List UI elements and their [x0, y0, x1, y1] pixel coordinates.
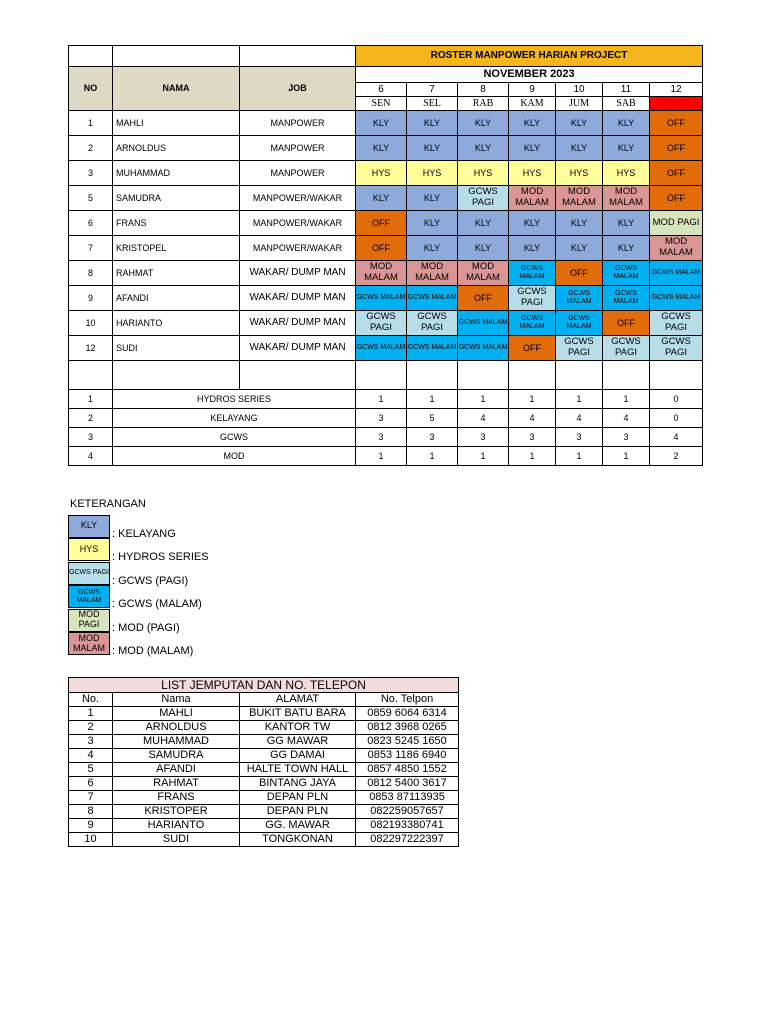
shift-cell: OFF [356, 236, 407, 261]
legend-item [68, 561, 209, 585]
contact-header-telpon: No. Telpon [356, 693, 459, 707]
contact-phone: 082193380741 [356, 819, 459, 833]
shift-cell: OFF [356, 211, 407, 236]
shift-cell: HYS [356, 161, 407, 186]
shift-cell: MOD MALAM [556, 186, 603, 211]
contact-address: DEPAN PLN [240, 791, 356, 805]
table-row [69, 763, 459, 777]
shift-cell: MOD MALAM [356, 261, 407, 286]
shift-cell: KLY [603, 236, 650, 261]
shift-cell: GCWS PAGI [556, 336, 603, 361]
shift-cell: OFF [650, 111, 703, 136]
legend-item [68, 585, 209, 609]
table-row [69, 311, 703, 336]
summary-value: 3 [509, 428, 556, 447]
table-row [69, 819, 459, 833]
summary-value: 1 [509, 447, 556, 466]
table-row [69, 735, 459, 749]
shift-cell: KLY [407, 236, 458, 261]
contact-name: SAMUDRA [113, 749, 240, 763]
contact-name: MAHLI [113, 707, 240, 721]
shift-cell: GCWS MALAM [356, 336, 407, 361]
contact-phone: 0859 6064 6314 [356, 707, 459, 721]
date-header: 9 [509, 83, 556, 97]
contact-no: 4 [69, 749, 113, 763]
shift-cell: KLY [509, 236, 556, 261]
shift-cell: MOD MALAM [458, 261, 509, 286]
employee-job: MANPOWER [240, 161, 356, 186]
shift-cell: KLY [356, 186, 407, 211]
employee-no: 7 [69, 236, 113, 261]
shift-cell: OFF [458, 286, 509, 311]
shift-cell: MOD MALAM [509, 186, 556, 211]
legend-item [68, 514, 209, 538]
table-row [69, 286, 703, 311]
shift-cell: GCWS MALAM [603, 261, 650, 286]
table-row [69, 833, 459, 847]
shift-cell: MOD MALAM [407, 261, 458, 286]
employee-job: MANPOWER/WAKAR [240, 236, 356, 261]
legend-title: KETERANGAN [70, 498, 146, 510]
shift-cell: KLY [556, 236, 603, 261]
legend-item [68, 608, 209, 632]
summary-value: 2 [650, 447, 703, 466]
contact-address: DEPAN PLN [240, 805, 356, 819]
employee-name: AFANDI [113, 286, 240, 311]
table-row [69, 805, 459, 819]
contact-no: 8 [69, 805, 113, 819]
date-header: 8 [458, 83, 509, 97]
shift-cell: KLY [603, 111, 650, 136]
summary-value: 4 [556, 409, 603, 428]
empty-cell [407, 361, 458, 390]
contact-name: RAHMAT [113, 777, 240, 791]
day-header: SEL [407, 97, 458, 111]
day-header: SAB [603, 97, 650, 111]
contact-address: GG. MAWAR [240, 819, 356, 833]
summary-value: 4 [650, 428, 703, 447]
employee-no: 10 [69, 311, 113, 336]
contact-header-alamat: ALAMAT [240, 693, 356, 707]
shift-cell: GCWS MALAM [407, 336, 458, 361]
empty-cell [356, 361, 407, 390]
day-header: RAB [458, 97, 509, 111]
legend-item [68, 538, 209, 562]
table-row [69, 336, 703, 361]
contact-phone: 0857 4850 1552 [356, 763, 459, 777]
summary-label: MOD [113, 447, 356, 466]
roster-title: ROSTER MANPOWER HARIAN PROJECT [356, 46, 703, 67]
shift-cell: KLY [556, 211, 603, 236]
summary-value: 1 [603, 447, 650, 466]
contact-address: GG MAWAR [240, 735, 356, 749]
shift-cell: KLY [458, 211, 509, 236]
shift-cell: HYS [407, 161, 458, 186]
shift-cell: GCWS PAGI [509, 286, 556, 311]
summary-row [69, 447, 703, 466]
shift-cell: KLY [407, 186, 458, 211]
employee-job: WAKAR/ DUMP MAN [240, 311, 356, 336]
shift-cell: GCWS MALAM [458, 336, 509, 361]
employee-name: MAHLI [113, 111, 240, 136]
shift-cell: OFF [509, 336, 556, 361]
contact-address: GG DAMAI [240, 749, 356, 763]
contact-header-nama: Nama [113, 693, 240, 707]
employee-name: HARIANTO [113, 311, 240, 336]
contact-name: KRISTOPER [113, 805, 240, 819]
shift-cell: GCWS PAGI [650, 336, 703, 361]
employee-name: MUHAMMAD [113, 161, 240, 186]
shift-cell: MOD MALAM [603, 186, 650, 211]
day-header: MGG [650, 97, 703, 111]
legend-swatch: GCWS MALAM [68, 585, 110, 608]
employee-name: SAMUDRA [113, 186, 240, 211]
employee-name: KRISTOPEL [113, 236, 240, 261]
shift-cell: GCWS MALAM [603, 286, 650, 311]
contact-name: FRANS [113, 791, 240, 805]
contact-table [68, 677, 459, 847]
legend-swatch: GCWS PAGI [68, 562, 110, 585]
contact-no: 9 [69, 819, 113, 833]
summary-value: 1 [407, 390, 458, 409]
shift-cell: KLY [356, 136, 407, 161]
shift-cell: KLY [407, 211, 458, 236]
contact-name: SUDI [113, 833, 240, 847]
legend-label: : GCWS (PAGI) [112, 574, 189, 587]
date-header: 7 [407, 83, 458, 97]
contact-no: 10 [69, 833, 113, 847]
date-header: 6 [356, 83, 407, 97]
shift-cell: HYS [556, 161, 603, 186]
shift-cell: KLY [556, 136, 603, 161]
summary-value: 0 [650, 409, 703, 428]
summary-no: 3 [69, 428, 113, 447]
contact-phone: 082259057657 [356, 805, 459, 819]
legend-swatch: MOD MALAM [68, 632, 110, 655]
shift-cell: OFF [650, 136, 703, 161]
shift-cell: KLY [556, 111, 603, 136]
day-header: SEN [356, 97, 407, 111]
header-nama: NAMA [113, 67, 240, 111]
contact-phone: 0853 87113935 [356, 791, 459, 805]
contact-address: KANTOR TW [240, 721, 356, 735]
summary-value: 1 [356, 390, 407, 409]
contact-no: 5 [69, 763, 113, 777]
table-row [69, 186, 703, 211]
summary-value: 3 [356, 428, 407, 447]
contact-no: 2 [69, 721, 113, 735]
contact-name: AFANDI [113, 763, 240, 777]
shift-cell: GCWS PAGI [603, 336, 650, 361]
employee-no: 9 [69, 286, 113, 311]
shift-cell: OFF [556, 261, 603, 286]
shift-cell: GCWS PAGI [650, 311, 703, 336]
shift-cell: KLY [603, 211, 650, 236]
empty-cell [556, 361, 603, 390]
employee-no: 3 [69, 161, 113, 186]
header-job: JOB [240, 67, 356, 111]
table-row [69, 721, 459, 735]
contact-address: BUKIT BATU BARA [240, 707, 356, 721]
table-row [69, 791, 459, 805]
contact-address: HALTE TOWN HALL [240, 763, 356, 777]
roster-table [68, 45, 703, 466]
summary-value: 4 [603, 409, 650, 428]
shift-cell: KLY [458, 236, 509, 261]
table-row [69, 261, 703, 286]
shift-cell: GCWS MALAM [556, 286, 603, 311]
shift-cell: MOD PAGI [650, 211, 703, 236]
contact-no: 7 [69, 791, 113, 805]
shift-cell: GCWS MALAM [458, 311, 509, 336]
shift-cell: KLY [509, 111, 556, 136]
month-header: NOVEMBER 2023 [356, 67, 703, 83]
table-row [69, 136, 703, 161]
contact-header-no: No. [69, 693, 113, 707]
contact-phone: 0812 3968 0265 [356, 721, 459, 735]
summary-value: 5 [407, 409, 458, 428]
employee-job: MANPOWER/WAKAR [240, 211, 356, 236]
empty-cell [603, 361, 650, 390]
table-row [69, 777, 459, 791]
summary-label: KELAYANG [113, 409, 356, 428]
day-header: KAM [509, 97, 556, 111]
summary-value: 1 [458, 390, 509, 409]
summary-value: 3 [356, 409, 407, 428]
header-no: NO [69, 67, 113, 111]
legend-label: : MOD (MALAM) [112, 645, 194, 657]
summary-value: 1 [356, 447, 407, 466]
legend-label: : GCWS (MALAM) [112, 598, 202, 610]
legend [68, 514, 209, 655]
shift-cell: GCWS MALAM [509, 311, 556, 336]
summary-value: 1 [458, 447, 509, 466]
shift-cell: KLY [509, 136, 556, 161]
shift-cell: KLY [407, 111, 458, 136]
day-header: JUM [556, 97, 603, 111]
legend-label: : KELAYANG [112, 527, 176, 540]
contact-name: HARIANTO [113, 819, 240, 833]
summary-no: 1 [69, 390, 113, 409]
employee-name: SUDI [113, 336, 240, 361]
contact-name: MUHAMMAD [113, 735, 240, 749]
employee-job: MANPOWER [240, 136, 356, 161]
shift-cell: OFF [650, 186, 703, 211]
employee-job: WAKAR/ DUMP MAN [240, 336, 356, 361]
shift-cell: MOD MALAM [650, 236, 703, 261]
contact-phone: 082297222397 [356, 833, 459, 847]
employee-job: MANPOWER/WAKAR [240, 186, 356, 211]
employee-name: RAHMAT [113, 261, 240, 286]
empty-cell [509, 361, 556, 390]
summary-value: 0 [650, 390, 703, 409]
contact-phone: 0812 5400 3617 [356, 777, 459, 791]
employee-job: WAKAR/ DUMP MAN [240, 261, 356, 286]
contact-address: BINTANG JAYA [240, 777, 356, 791]
empty-cell [69, 361, 113, 390]
summary-value: 3 [407, 428, 458, 447]
summary-value: 3 [458, 428, 509, 447]
summary-no: 4 [69, 447, 113, 466]
table-row [69, 111, 703, 136]
empty-cell [240, 361, 356, 390]
shift-cell: GCWS PAGI [407, 311, 458, 336]
table-row [69, 707, 459, 721]
empty-cell [113, 361, 240, 390]
summary-value: 1 [509, 390, 556, 409]
shift-cell: GCWS MALAM [650, 261, 703, 286]
date-header: 11 [603, 83, 650, 97]
table-row [69, 236, 703, 261]
date-header: 10 [556, 83, 603, 97]
table-row [69, 749, 459, 763]
legend-swatch: MOD PAGI [68, 609, 110, 632]
shift-cell: GCWS MALAM [407, 286, 458, 311]
employee-no: 6 [69, 211, 113, 236]
contact-name: ARNOLDUS [113, 721, 240, 735]
summary-value: 1 [407, 447, 458, 466]
summary-value: 4 [509, 409, 556, 428]
shift-cell: OFF [650, 161, 703, 186]
shift-cell: GCWS MALAM [509, 261, 556, 286]
contact-phone: 0853 1186 6940 [356, 749, 459, 763]
employee-no: 2 [69, 136, 113, 161]
employee-no: 1 [69, 111, 113, 136]
legend-label: : MOD (PAGI) [112, 621, 180, 634]
summary-value: 3 [556, 428, 603, 447]
blank-row [69, 361, 703, 390]
summary-row [69, 428, 703, 447]
summary-value: 3 [603, 428, 650, 447]
contact-table-title: LIST JEMPUTAN DAN NO. TELEPON [69, 678, 459, 693]
employee-job: MANPOWER [240, 111, 356, 136]
summary-label: HYDROS SERIES [113, 390, 356, 409]
shift-cell: KLY [603, 136, 650, 161]
shift-cell: KLY [509, 211, 556, 236]
shift-cell: HYS [458, 161, 509, 186]
shift-cell: KLY [458, 111, 509, 136]
empty-cell [650, 361, 703, 390]
shift-cell: KLY [356, 111, 407, 136]
contact-no: 3 [69, 735, 113, 749]
shift-cell: GCWS PAGI [458, 186, 509, 211]
shift-cell: OFF [603, 311, 650, 336]
employee-no: 5 [69, 186, 113, 211]
summary-row [69, 409, 703, 428]
shift-cell: GCWS MALAM [650, 286, 703, 311]
shift-cell: HYS [603, 161, 650, 186]
contact-no: 6 [69, 777, 113, 791]
employee-name: FRANS [113, 211, 240, 236]
shift-cell: KLY [407, 136, 458, 161]
summary-value: 1 [556, 390, 603, 409]
empty-cell [458, 361, 509, 390]
date-header: 12 [650, 83, 703, 97]
table-row [69, 161, 703, 186]
employee-no: 8 [69, 261, 113, 286]
legend-label: : HYDROS SERIES [112, 551, 209, 563]
employee-name: ARNOLDUS [113, 136, 240, 161]
contact-no: 1 [69, 707, 113, 721]
summary-value: 4 [458, 409, 509, 428]
shift-cell: GCWS PAGI [356, 311, 407, 336]
employee-job: WAKAR/ DUMP MAN [240, 286, 356, 311]
summary-value: 1 [556, 447, 603, 466]
summary-value: 1 [603, 390, 650, 409]
contact-phone: 0823 5245 1650 [356, 735, 459, 749]
employee-no: 12 [69, 336, 113, 361]
legend-item [68, 632, 209, 656]
summary-label: GCWS [113, 428, 356, 447]
shift-cell: HYS [509, 161, 556, 186]
legend-swatch: KLY [68, 515, 110, 538]
summary-row [69, 390, 703, 409]
shift-cell: GCWS MALAM [556, 311, 603, 336]
shift-cell: GCWS MALAM [356, 286, 407, 311]
legend-swatch: HYS [68, 538, 110, 561]
contact-address: TONGKONAN [240, 833, 356, 847]
summary-no: 2 [69, 409, 113, 428]
table-row [69, 211, 703, 236]
shift-cell: KLY [458, 136, 509, 161]
